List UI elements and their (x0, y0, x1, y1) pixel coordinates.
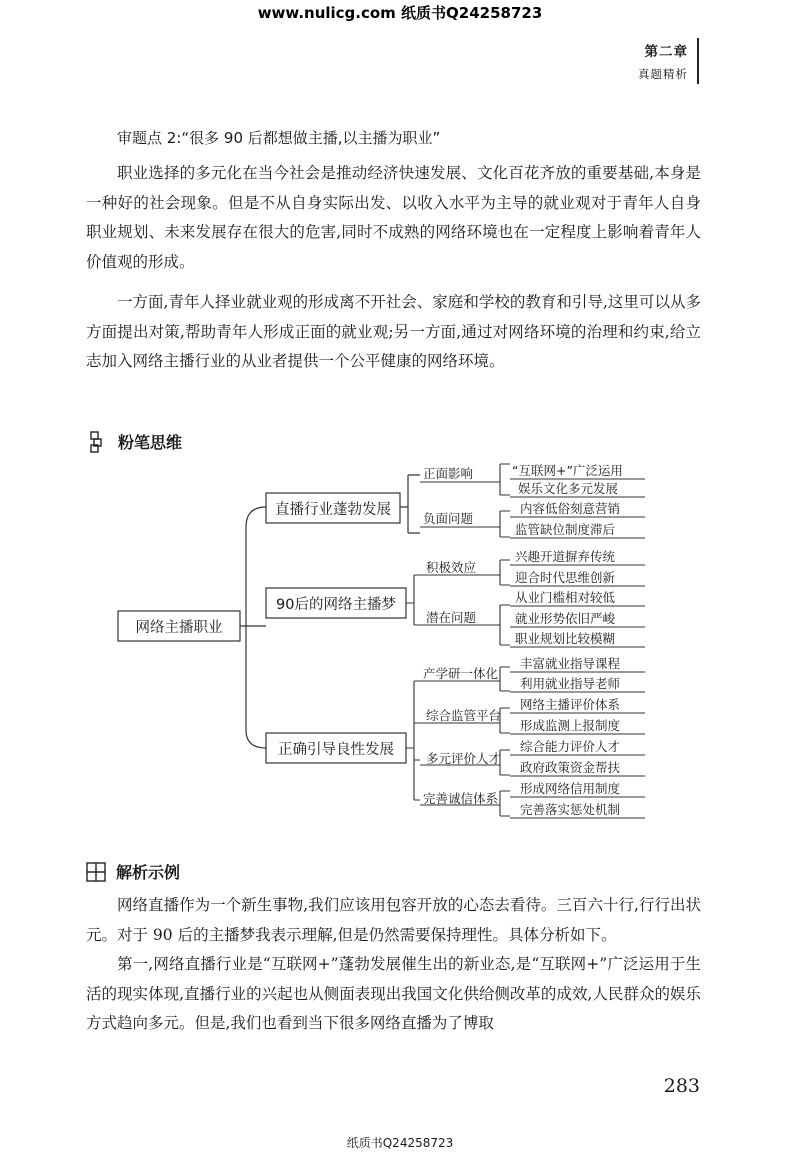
mindmap-sub-label: 负面问题 (423, 511, 474, 526)
mindmap-sub-label: 多元评价人才 (426, 751, 502, 766)
mindmap-sub-label: 完善诚信体系 (423, 791, 499, 806)
exam-point-heading: 审题点 2:“很多 90 后都想做主播,以主播为职业” (117, 129, 441, 147)
mindmap-root-label: 网络主播职业 (135, 620, 223, 636)
running-head-divider (697, 38, 699, 84)
mindmap-branch-connector (400, 475, 420, 533)
body-paragraph: 职业选择的多元化在当今社会是推动经济快速发展、文化百花齐放的重要基础,本身是一种好的社会现象。但是不从自身实际出发、以收入水平为主导的就业观对于青年人自身职业规划、未来发展存在很大的危害,同时不成熟的网络环境也在一定程度上影响着青年人价值观的形成。 (86, 164, 701, 271)
mindmap-branch-connector (406, 575, 420, 625)
mindmap-leaf: 利用就业指导老师 (520, 676, 621, 691)
chapter-label: 第二章 (644, 44, 688, 60)
chalk-thinking-icon (86, 431, 108, 453)
mindmap-leaf: 兴趣开道摒弃传统 (515, 549, 616, 564)
page-number: 283 (663, 1075, 700, 1097)
section-label: 真题精析 (638, 67, 688, 81)
analysis-example-section-title (86, 860, 180, 883)
running-head (638, 40, 688, 82)
mindmap-sub-label: 产学研一体化 (423, 666, 499, 681)
mindmap-branch-connector (406, 681, 420, 800)
bottom-watermark: 纸质书Q24258723 (346, 1136, 454, 1150)
body-paragraph: 一方面,青年人择业就业观的形成离不开社会、家庭和学校的教育和引导,这里可以从多方面提出对策,帮助青年人形成正面的就业观;另一方面,通过对网络环境的治理和约束,给立志加入网络主播行业的从业者提供一个公平健康的网络环境。 (86, 293, 701, 370)
body-paragraph: 第一,网络直播行业是“互联网+”蓬勃发展催生出的新业态,是“互联网+”广泛运用于生活的现实体现,直播行业的兴起也从侧面表现出我国文化供给侧改革的成效,人民群众的娱乐方式趋向多元。但是,我们也看到当下很多网络直播为了博取 (86, 955, 701, 1032)
mindmap-leaf: 从业门槛相对较低 (515, 590, 616, 605)
mindmap-leaf: 网络主播评价体系 (520, 697, 621, 712)
mindmap-leaf: 政府政策资金帮扶 (520, 760, 621, 775)
chalk-thinking-section-title (86, 430, 182, 453)
mindmap-leaf: 完善落实惩处机制 (520, 802, 621, 817)
mindmap-leaf: 形成监测上报制度 (520, 718, 621, 733)
mindmap-leaf: 娱乐文化多元发展 (518, 481, 619, 496)
chalk-thinking-title: 粉笔思维 (118, 433, 183, 452)
mindmap-root-connector (240, 507, 266, 748)
mindmap-sub-label: 积极效应 (426, 560, 477, 575)
mindmap-leaf: 内容低俗刻意营销 (520, 501, 621, 516)
analysis-example-title: 解析示例 (116, 863, 181, 882)
mindmap-leaf: 丰富就业指导课程 (520, 656, 621, 671)
mindmap-leaf: 监管缺位制度滞后 (515, 522, 616, 537)
analysis-example-icon (86, 862, 106, 882)
top-watermark: www.nulicg.com 纸质书Q24258723 (257, 4, 543, 22)
mindmap-sub-label: 综合监管平台 (426, 708, 502, 723)
mindmap-leaf: “互联网+”广泛运用 (512, 463, 623, 478)
mindmap-branch-label: 正确引导良性发展 (278, 742, 394, 758)
mindmap-leaf: 综合能力评价人才 (520, 739, 621, 754)
mindmap-leaf: 职业规划比较模糊 (515, 631, 616, 646)
mindmap-leaf: 迎合时代思维创新 (515, 570, 616, 585)
mindmap-leaf: 形成网络信用制度 (520, 781, 621, 796)
mindmap-sub-label: 潜在问题 (426, 610, 477, 625)
mindmap-leaf: 就业形势依旧严峻 (515, 611, 616, 626)
mindmap-sub-label: 正面影响 (423, 466, 474, 481)
mindmap-branch-label: 直播行业蓬勃发展 (275, 502, 391, 518)
mindmap-branch-label: 90后的网络主播梦 (276, 597, 396, 613)
mind-map (110, 455, 655, 825)
body-paragraph: 网络直播作为一个新生事物,我们应该用包容开放的心态去看待。三百六十行,行行出状元。对于 90 后的主播梦我表示理解,但是仍然需要保持理性。具体分析如下。 (86, 896, 701, 944)
